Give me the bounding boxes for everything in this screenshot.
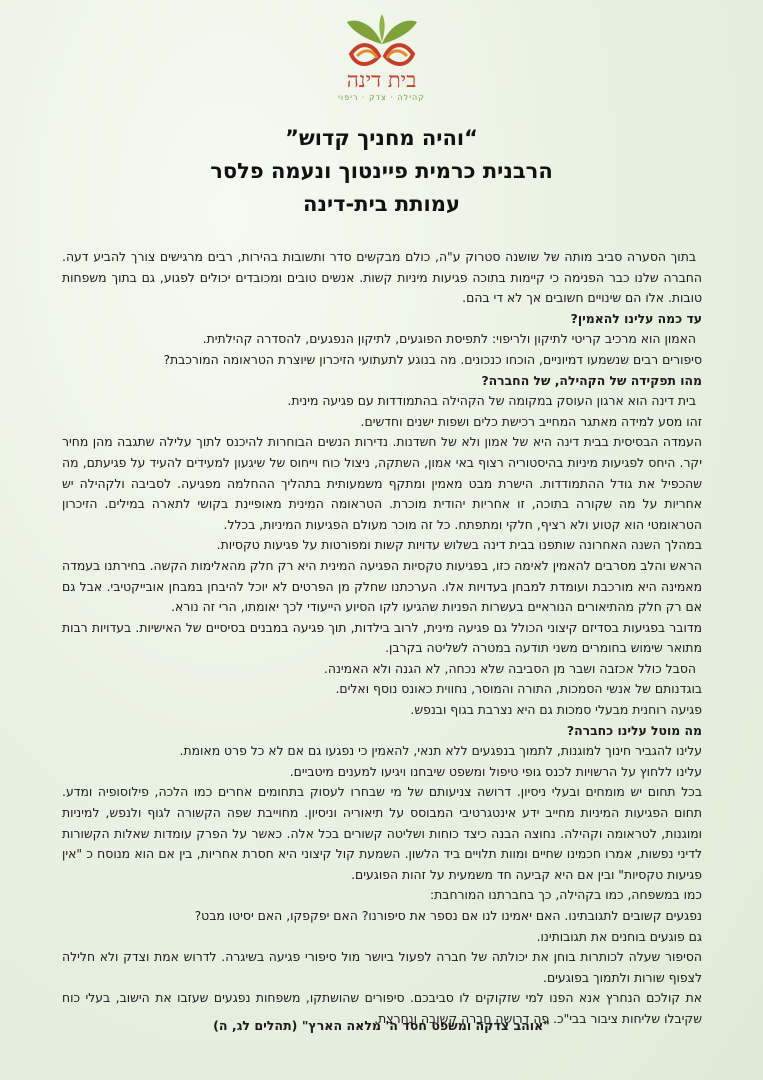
paragraph: סיפורים רבים שנשמעו דמיוניים, הוכחו כנכונים. מה בנוגע לתעתועי הזיכרון שיוצרת הטראומה המורכבת?	[163, 351, 702, 367]
paragraph-intro: בתוך הסערה סביב מותה של שושנה סטרוק ע"ה, כולם מבקשים סדר ותשובות בהירות, רבים מרגישים צורך להביע דעה. החברה שלנו כבר הפנימה כי קיימות בתוכה פגיעות מיניות קשות. אנשים טובים ומכובדים יכולים לפגוע, גם בתוך משפחות טובות. אלו הם שינויים חשובים אך לא די בהם.	[62, 249, 702, 306]
paragraph: גם פוגעים בוחנים את תגובותינו.	[536, 928, 702, 944]
paragraph: העמדה הבסיסית בבית דינה היא של אמון ולא של חשדנות. נדירות הנשים הבוחרות להיכנס לתוך עלילה שתגבה מהן מחיר יקר. היחס לפגיעות מיניות בהיסטוריה רצוף באי אמון, השתקה, ניצול כוח וייחוס של שיגעון למעידים להעיד על פגיעתם, מה שהכפיל את גודל ההתמודדות. הישרת מבט מאמין ומתקף משמעותית בתהליך ההחלמה מפגיעה. לסביבה ולקהילה יש אחריות על מה שקורה בתוכה, זו אחריות יהודית מוכרת. הטראומה המינית מאופיינת בקושי לתארה במילים. הזיכרון הטראומטי הוא קטוע ולא רציף, חלקי ומתפתח. כל זה מוכר מעולם הפגיעות המיניות, בכלל.	[62, 434, 702, 532]
paragraph: הסיפור שעלה לכותרות בוחן את יכולתה של חברה לפעול ביושר מול סיפורי פגיעה בשיגרה. לדרוש אמת וצדק ולא חלילה לצפוף שורות ולתמוך בפוגעים.	[62, 949, 702, 985]
logo-name: בית דינה	[346, 68, 417, 92]
paragraph: כמו במשפחה, כמו בקהילה, כך בחברתנו המורחבת:	[429, 887, 702, 903]
paragraph: במהלך השנה האחרונה שותפנו בבית דינה בשלוש עדויות קשות ומפורטות על פגיעות טקסיות.	[216, 537, 702, 553]
article-body	[62, 247, 702, 1030]
subheading-trust: עד כמה עלינו להאמין?	[570, 310, 702, 326]
paragraph: עלינו להגביר חינוך למוגנות, לתמוך בנפגעים ללא תנאי, להאמין כי נפגעו גם אם לא כל פרט מאומת.	[179, 743, 702, 759]
closing-quote: "אוהב צדקה ומשפט חסד ה' מלאה הארץ" (תהלים לג, ה)	[213, 1018, 550, 1033]
paragraph: בוגדנותם של אנשי הסמכות, התורה והמוסר, נחווית כאונס נוסף ואלים.	[335, 681, 702, 697]
paragraph: הראש והלב מסרבים להאמין לאימה כזו, בפגיעות טקסיות הפגיעה המינית היא רק חלק מהאלימות הקשה. בחירתנו בעמדה מאמינה היא מורכבת ועומדת למבחן בעדויות אלו. הערכתנו שחלק מן הפרטים לא יוכל להיבחן במבחן אובייקטיבי. אבל גם אם רק חלק מהתיאורים הנוראיים בעשרות הפניות שהגיעו לקו הסיוע הייעודי לכך יאומתו, הרי זה נורא.	[62, 557, 702, 615]
paragraph: האמון הוא מרכיב קריטי לתיקון ולריפוי: לתפיסת הפוגעים, לתיקון הנפגעים, להסדרה קהילתית.	[202, 331, 696, 347]
logo-tagline: קהילה · צדק · ריפוי	[338, 93, 425, 102]
header-organization: עמותת בית-דינה	[303, 192, 460, 216]
paragraph: פגיעה רוחנית מבעלי סמכות גם היא נצרבת בגוף ובנפש.	[410, 702, 702, 718]
logo-leaves-icon	[343, 14, 421, 70]
paragraph: מדובר בפגיעות בסדיזם קיצוני הכולל גם פגיעה מינית, לרוב בילדות, תוך פגיעה במבנים בסיסיים של האישיות. בעדויות רבות מתואר שימוש בחומרים משני תודעה במטרה לשליטה בקרבן.	[62, 619, 702, 656]
document-header	[0, 122, 763, 221]
header-quote-title: “והיה מחניך קדוש”	[285, 126, 478, 150]
subheading-community-role: מהו תפקידה של הקהילה, של החברה?	[481, 372, 702, 388]
paragraph: עלינו ללחוץ על הרשויות לכנס גופי טיפול ומשפט שיבחנו ויגיעו למענים מיטביים.	[289, 763, 702, 779]
paragraph: זהו מסע למידה מאתגר המחייב רכישת כלים ושפות ישנים וחדשים.	[360, 413, 702, 429]
subheading-society-duty: מה מוטל עלינו כחברה?	[566, 722, 702, 738]
paragraph: הסבל כולל אכזבה ושבר מן הסביבה שלא נכחה, לא הגנה ולא האמינה.	[323, 660, 696, 676]
organization-logo	[327, 14, 437, 103]
paragraph: את קולכם הנחרץ אנא הפנו למי שזקוקים לו סביבכם. סיפורים שהושתקו, משפחות נפגעים שעזבו את הישוב, בעלי כוח שקיבלו שליחות ציבור בבי"כ. פה דרושה חברה קשובה ונחרצת.	[62, 990, 702, 1026]
paragraph: נפגעים קשובים לתגובתינו. האם יאמינו לנו אם נספר את סיפורנו? האם יפקפקו, האם יסיטו מבט?	[194, 908, 702, 923]
paragraph: בית דינה הוא ארגון העוסק במקומה של הקהילה בהתמודדות עם פגיעה מינית.	[287, 393, 696, 409]
header-authors: הרבנית כרמית פיינטוך ונעמה פלסר	[210, 159, 553, 183]
paragraph: בכל תחום יש מומחים ובעלי ניסיון. דרושה צניעותם של מי שבחרו לעסוק בתחומים אחרים כמו הלכה, פילוסופיה ומדע. תחום הפגיעות המיניות מחייב ידע אינטגרטיבי המבוסס על תיאוריה וניסיון. מחוייבת שפה הקשורה לגוף ולנפש, למיניות ומוגנות, לטראומה וקהילה. נחוצה הבנה כיצד כוחות ושליטה קשורים בכל אלה. כאשר על הפרק עומדות שאלות הקשורות לדיני נפשות, אמרו חכמינו שחיים ומוות תלויים ביד הלשון. השמעת קול קיצוני היא חסרת אחריות, בין אם הוא מנוסח כ "אין פגיעות טקסיות" ובין אם היא קביעה חד משמעית על זהות הפוגעים.	[62, 784, 702, 882]
